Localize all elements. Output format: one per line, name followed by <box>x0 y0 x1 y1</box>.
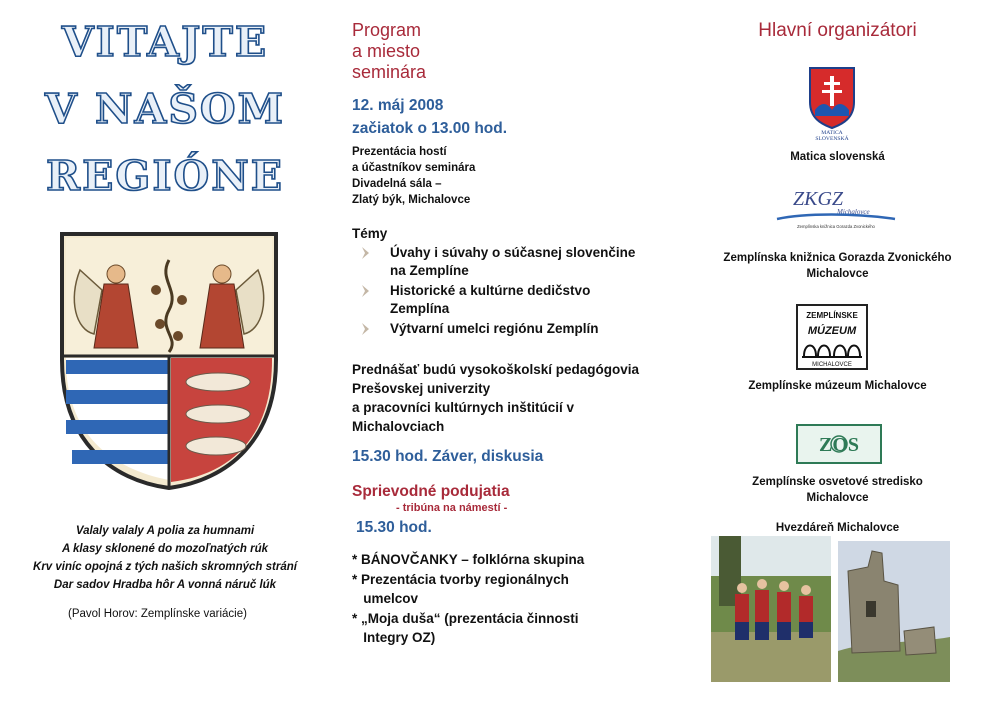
organizer-name: Hvezdáreň Michalovce <box>775 522 900 534</box>
muzeum-logo-text: MICHALOVCE <box>812 362 852 368</box>
zkgz-logo-text: ZKGZ <box>793 188 844 210</box>
poem-credit: (Pavol Horov: Zemplínske variácie) <box>68 608 247 620</box>
intro-line: a účastníkov seminára <box>352 162 476 174</box>
organizer-name-line: Zemplínske osvetové stredisko <box>752 476 923 488</box>
organizer-name: Matica slovenská <box>790 151 885 163</box>
welcome-title-line1: VITAJTE <box>61 18 269 66</box>
topic-item-cont: na Zemplíne <box>390 263 469 278</box>
muzeum-logo-text: ZEMPLÍNSKE <box>806 311 858 320</box>
lecturers-line: Prednášať budú vysokoškolskí pedagógovia <box>352 362 640 377</box>
bullet-arrow-icon <box>360 322 372 336</box>
zkgz-library-logo <box>775 183 897 231</box>
topics-label: Témy <box>352 226 388 241</box>
lecturers-line: a pracovníci kultúrnych inštitúcií v <box>352 400 575 415</box>
topic-item: Úvahy i súvahy o súčasnej slovenčine <box>390 245 636 260</box>
topic-item: Historické a kultúrne dedičstvo <box>390 283 591 298</box>
activity-line: Integry OZ) <box>352 630 436 645</box>
accompanying-events-heading: Sprievodné podujatia <box>352 483 510 500</box>
intro-line: Divadelná sála – <box>352 178 442 190</box>
program-heading-line: a miesto <box>352 41 421 61</box>
bullet-arrow-icon <box>360 284 372 298</box>
intro-line: Zlatý býk, Michalovce <box>352 194 471 206</box>
activity-line: * BÁNOVČANKY – folklórna skupina <box>352 552 585 567</box>
bullet-arrow-icon <box>360 246 372 260</box>
castle-ruins-photo <box>838 541 950 682</box>
activity-line: * „Moja duša“ (prezentácia činnosti <box>352 611 579 626</box>
zkgz-logo-subtext: Michalovce <box>837 208 870 216</box>
poem-line: Valaly valaly A polia za humnami <box>75 525 255 537</box>
event-date: 12. máj 2008 <box>352 97 444 114</box>
organizer-name-line: Michalovce <box>806 492 869 504</box>
program-heading-line: Program <box>352 20 422 40</box>
lecturers-line: Michalovciach <box>352 419 445 434</box>
organizer-name-line: Michalovce <box>806 268 869 280</box>
poem-line: A klasy sklonené do mozoľnatých rúk <box>61 543 269 555</box>
lecturers-line: Prešovskej univerzity <box>352 381 491 396</box>
program-panel <box>330 0 675 707</box>
event-start-time: začiatok o 13.00 hod. <box>352 120 508 137</box>
topic-item-cont: Zemplína <box>390 301 450 316</box>
organizers-panel <box>675 0 1000 707</box>
organizer-name: Zemplínske múzeum Michalovce <box>748 380 927 392</box>
zkgz-logo-caption: Zemplínska knižnica Gorazda Zvonického <box>797 224 875 229</box>
program-heading-line: seminára <box>352 62 427 82</box>
closing-time: 15.30 hod. Záver, diskusia <box>352 448 544 465</box>
intro-line: Prezentácia hostí <box>352 146 447 158</box>
topic-item: Výtvarní umelci regiónu Zemplín <box>390 321 599 336</box>
welcome-title-line2: V NAŠOM <box>44 85 286 133</box>
activity-line: umelcov <box>352 591 419 606</box>
muzeum-logo-text: MÚZEUM <box>807 325 857 337</box>
tribune-note: - tribúna na námestí - <box>396 502 508 514</box>
organizer-name-line: Zemplínska knižnica Gorazda Zvonického <box>723 252 952 264</box>
zos-logo <box>796 424 882 464</box>
zos-logo-text: ZOS <box>818 434 860 456</box>
left-panel <box>0 0 330 707</box>
matica-slovenska-logo <box>807 66 857 142</box>
activity-line: * Prezentácia tvorby regionálnych <box>352 572 569 587</box>
organizer-name <box>675 250 1000 282</box>
coat-of-arms-image <box>58 230 280 492</box>
matica-logo-text: SLOVENSKÁ <box>815 136 849 142</box>
folk-group-photo <box>711 536 831 682</box>
poem-line: Dar sadov Hradba hôr A vonná náruč lúk <box>53 579 277 591</box>
accompanying-time: 15.30 hod. <box>356 519 432 536</box>
organizer-name <box>675 474 1000 506</box>
zemplinske-muzeum-logo <box>796 304 868 370</box>
organizers-heading: Hlavní organizátori <box>758 20 917 41</box>
welcome-title-line3: REGIÓNE <box>46 152 284 200</box>
poem-line: Krv viníc opojná z tých našich skromných strání <box>33 561 297 573</box>
matica-logo-text: MATICA <box>821 130 843 136</box>
